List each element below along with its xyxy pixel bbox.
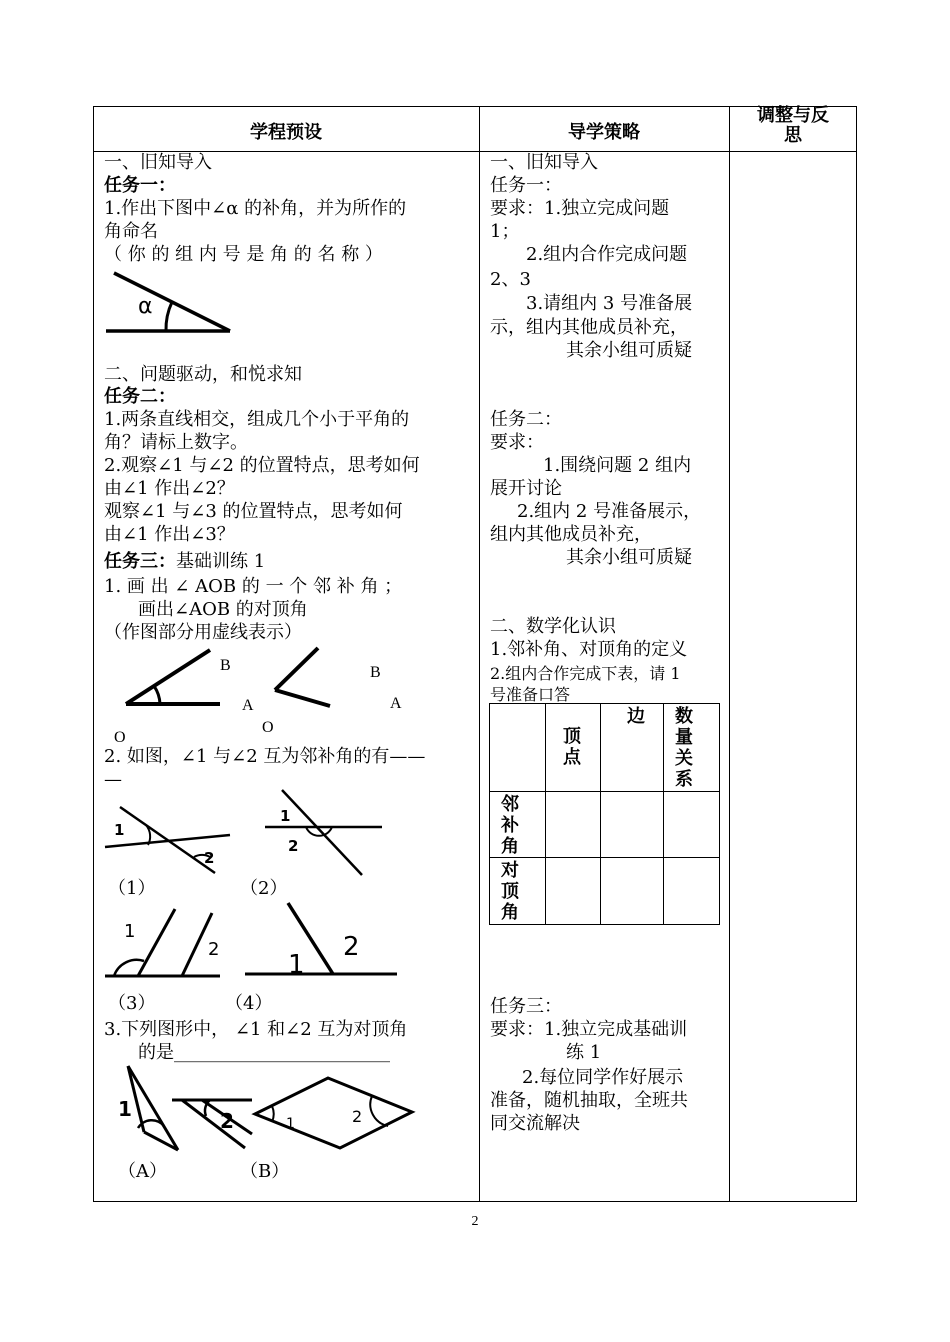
mid-task2: 任务二： (490, 409, 562, 430)
point-o-2: O (262, 719, 274, 736)
task2-q2-line1: 2.观察∠1 与∠2 的位置特点，思考如何 (104, 455, 420, 476)
task2-q3-line2: 由∠1 作出∠3？ (104, 524, 235, 545)
table-header-quantity: 数量关系 (675, 706, 693, 790)
point-a-2: A (390, 695, 402, 712)
fig-b-label: （B） (240, 1161, 290, 1182)
point-b-2: B (370, 664, 381, 681)
table-header-side: 边 (627, 706, 645, 727)
header-reflection-line2: 思 (784, 125, 802, 146)
mid-req1-line5: 3.请组内 3 号准备展 (526, 293, 693, 314)
section-problem-driven: 二、问题驱动，和悦求知 (104, 364, 302, 385)
point-a-1: A (242, 697, 254, 714)
section-old-knowledge: 一、旧知导入 (104, 152, 212, 173)
task3-q2-line2: — (104, 769, 122, 790)
task1-question-line2: 角命名 (104, 221, 158, 242)
task1-question-line1: 1.作出下图中∠α 的补角，并为所作的 (104, 198, 407, 219)
vertical-angle-figures (100, 1060, 420, 1160)
task2-q2-line2: 由∠1 作出∠2？ (104, 478, 235, 499)
task2-q1-line2: 角？请标上数字。 (104, 432, 248, 453)
fig1-angle-2: 2 (204, 849, 215, 867)
fig4-angle-2: 2 (343, 932, 360, 962)
task2-q3-line1: 观察∠1 与∠3 的位置特点，思考如何 (104, 501, 403, 522)
column-divider (729, 107, 730, 1201)
fig-2-label: （2） (240, 878, 288, 899)
header-reflection-line1: 调整与反 (757, 105, 829, 126)
fig2-angle-1: 1 (280, 807, 291, 825)
column-divider (479, 107, 480, 1201)
table-header-vertex: 顶点 (563, 726, 581, 768)
mid-req1-line7: 其余小组可质疑 (566, 340, 692, 361)
task3-title: 任务三： (104, 551, 176, 572)
alpha-angle-figure (100, 265, 240, 340)
task3-q1-line3: （作图部分用虚线表示） (104, 622, 302, 643)
header-strategy: 导学策略 (568, 122, 640, 143)
mid-math-1: 1.邻补角、对顶角的定义 (490, 639, 688, 660)
mid-task3: 任务三： (490, 996, 562, 1017)
task1-question-line3: （ 你 的 组 内 号 是 角 的 名 称 ） (104, 244, 383, 265)
task1-title: 任务一： (104, 175, 176, 196)
rhombus-angle-2: 2 (352, 1107, 363, 1126)
task3-q1-line1: 1. 画 出 ∠ AOB 的 一 个 邻 补 角 ； (104, 576, 403, 597)
mid-task1: 任务一： (490, 175, 562, 196)
mid-req2-line2: 展开讨论 (490, 478, 562, 499)
mid-math-2-line1: 2.组内合作完成下表，请 1 (490, 664, 681, 683)
fig-a-label: （A） (118, 1161, 167, 1182)
point-o-1: O (114, 729, 126, 746)
figA-angle-1: 1 (118, 1097, 132, 1121)
task3-q3-line2: 的是________________________ (138, 1042, 390, 1063)
fig1-angle-1: 1 (114, 821, 125, 839)
page-number: 2 (471, 1214, 479, 1229)
mid-req2-line4: 组内其他成员补充， (490, 524, 652, 545)
task3-q2-line1: 2. 如图，∠1 与∠2 互为邻补角的有—— (104, 746, 426, 767)
figB-angle-2: 2 (220, 1109, 234, 1133)
mid-req3-line3: 2.每位同学作好展示 (522, 1067, 684, 1088)
fig4-angle-1: 1 (288, 950, 305, 980)
fig3-angle-1: 1 (124, 921, 136, 942)
table-divider (545, 704, 546, 924)
mid-req1-line4: 2、3 (490, 269, 531, 290)
rhombus-angle-1: 1 (286, 1116, 295, 1132)
fig2-angle-2: 2 (288, 837, 299, 855)
task2-title: 任务二： (104, 386, 176, 407)
mid-req3-line2: 练 1 (566, 1042, 602, 1063)
mid-req1-line1: 要求：1.独立完成问题 (490, 198, 670, 219)
mid-req1-line6: 示，组内其他成员补充， (490, 317, 688, 338)
table-row-adjacent: 邻补角 (501, 794, 519, 857)
mid-req1-line2: 1； (490, 221, 520, 242)
point-b-1: B (220, 657, 231, 674)
mid-req3-line1: 要求：1.独立完成基础训 (490, 1019, 688, 1040)
alpha-label: α (138, 294, 153, 319)
mid-req2: 要求： (490, 432, 544, 453)
fig-1-label: （1） (108, 878, 156, 899)
mid-math-2-line2: 号准备口答 (490, 685, 571, 704)
header-reflection (729, 106, 857, 146)
table-divider (490, 791, 719, 792)
mid-req1-line3: 2.组内合作完成问题 (526, 244, 688, 265)
task3-q1-line2: 画出∠AOB 的对顶角 (138, 599, 308, 620)
mid-req3-line5: 同交流解决 (490, 1113, 580, 1134)
mid-req2-line5: 其余小组可质疑 (566, 547, 692, 568)
task3-heading (104, 550, 265, 573)
fig-3-label: （3） (108, 993, 156, 1014)
table-divider (490, 857, 719, 858)
table-row-vertical: 对顶角 (501, 860, 519, 923)
mid-req2-line1: 1.围绕问题 2 组内 (543, 455, 692, 476)
mid-section-math: 二、数学化认识 (490, 616, 616, 637)
task2-q1-line1: 1.两条直线相交，组成几个小于平角的 (104, 409, 410, 430)
table-divider (600, 704, 601, 924)
header-design: 学程预设 (250, 122, 322, 143)
task3-name: 基础训练 1 (176, 551, 266, 572)
mid-req3-line4: 准备，随机抽取，全班共 (490, 1090, 688, 1111)
table-divider (663, 704, 664, 924)
fig3-angle-2: 2 (208, 939, 220, 960)
comparison-table (489, 703, 720, 925)
mid-req2-line3: 2.组内 2 号准备展示， (517, 501, 702, 522)
task3-q3-line1: 3.下列图形中， ∠1 和∠2 互为对顶角 (104, 1019, 408, 1040)
mid-section-old-knowledge: 一、旧知导入 (490, 152, 598, 173)
fig-4-label: （4） (225, 993, 273, 1014)
